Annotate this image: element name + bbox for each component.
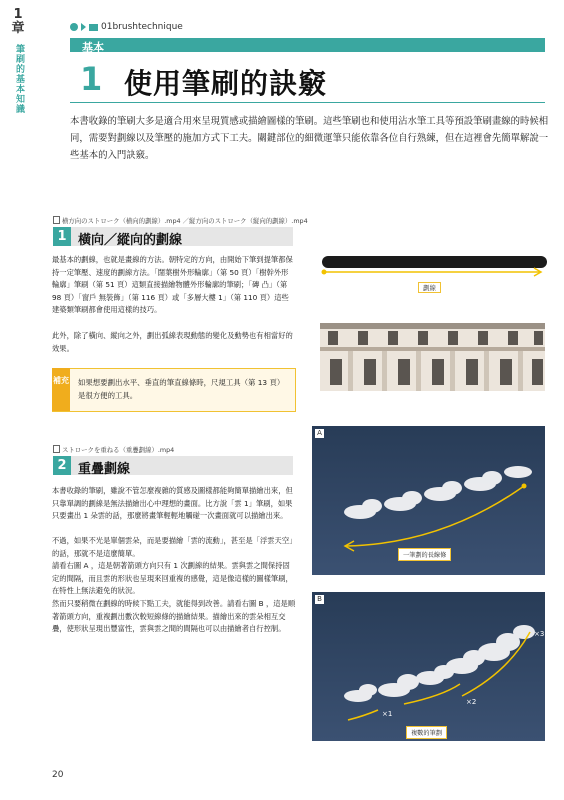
section-body-2c: 請看右圖 A ，這是朝著箭頭方向只有 1 次劃線的結果。雲與雲之間保持固定的間隔，而且雲的形狀也呈現來回重複的感覺，這是像這樣的圖樣筆刷，在特性上無法避免的狀況。 [52, 561, 293, 596]
title-number: 1 [80, 60, 103, 98]
page-title: 使用筆刷的訣竅 [124, 67, 328, 100]
stroke-count-mark-1: ×1 [382, 710, 393, 718]
arrow-right-icon [81, 23, 86, 31]
stroke-label: 劃線 [418, 282, 441, 293]
figure-b-caption: 複數的筆劃 [406, 726, 447, 739]
intro-paragraph: 本書收錄的筆刷大多是適合用來呈現質感或描繪圖樣的筆刷。這些筆刷也和使用沾水筆工具等預設筆刷畫線的時候相同，需要對劃線以及筆壓的施加方式下工夫。關鍵部位的細微運筆只能依靠各位自行熟練，但在這裡會先簡單解說一些基本的入門訣竅。 [70, 116, 549, 161]
video-file-name-1: 横方向のストローク（横向的劃線）.mp4 ／縦方向のストローク（縦向的劃線）.mp4 [62, 217, 308, 225]
figure-a-caption: 一筆劃的長線條 [398, 548, 451, 561]
stroke-count-mark-3: ×3 [534, 630, 545, 638]
breadcrumb [70, 22, 183, 32]
section-number-1: 1 [53, 227, 71, 246]
section-body-2: 本書收錄的筆刷，雖說不管怎麼複雜的質感及圖樣都能夠簡單描繪出來，但只靠單調的劃線是無法描繪出心中理想的畫面。比方說「雲 1」筆刷，如果只要畫出 1 朵雲的話，那麼將畫筆輕輕地觸碰一次畫面就可以描繪出來。 [52, 486, 293, 521]
stroke-arrow [318, 266, 550, 280]
figure-b-svg [312, 592, 545, 741]
chapter-number-digit: 1 [13, 7, 23, 22]
section-title-1: 橫向／縱向的劃線 [78, 233, 183, 248]
chapter-vertical-title: 筆刷的基本知識 [14, 44, 24, 114]
tip-text: 如果想要劃出水平、垂直的筆直線條時，尺規工具（第 13 頁）是很方便的工具。 [78, 378, 285, 400]
file-icon [53, 445, 60, 453]
chapter-unit: 章 [11, 21, 25, 36]
section-title-2: 重疊劃線 [78, 462, 131, 477]
video-file-line-1 [53, 216, 323, 225]
figure-b-tag: B [315, 595, 324, 604]
stroke-count-mark-2: ×2 [466, 698, 477, 706]
folder-icon [89, 24, 98, 31]
section-body-1b: 此外，除了橫向、縱向之外，劃出弧線表現動態的變化及動勢也有相當好的效果。 [52, 331, 293, 353]
file-icon [53, 216, 60, 224]
figure-a-single-stroke [312, 426, 545, 575]
section-body-2b: 不過，如果不光是單個雲朵，而是要描繪「雲的流動」，甚至是「浮雲天空」的話，那就不是這麼簡單。 [52, 536, 293, 558]
tip-tag: 補充 [52, 368, 70, 411]
figure-a-tag: A [315, 429, 324, 438]
section-number-2: 2 [53, 456, 71, 475]
video-file-name-2: ストロークを重ねる（重疊劃線）.mp4 [62, 446, 175, 454]
page-number: 20 [52, 770, 64, 780]
category-label: 基本 [82, 41, 104, 54]
figure-b-multiple-strokes [312, 592, 545, 741]
building-illustration [320, 323, 545, 391]
circle-icon [70, 23, 78, 31]
video-file-line-2 [53, 445, 303, 454]
section-body-2d: 然而只要稍微在劃線的時候下點工夫，就能得到改善。請看右圖 B ，這是順著箭頭方向，重複劃出數次較短線條的描繪結果。描繪出來的雲朵相互交疊，使形狀呈現出豐富性，雲與雲之間的間隔也可以由描繪者自行控制。 [52, 599, 296, 634]
title-divider [70, 102, 545, 103]
breadcrumb-label: 01brushtechnique [101, 22, 183, 32]
building-facade-svg [320, 323, 545, 391]
category-bar [70, 38, 545, 52]
section-body-1: 最基本的劃線，也就是畫線的方法。朝特定的方向，由開始下筆到提筆都保持一定筆壓、速度的劃線方法。「闊葉樹外形輪廓」（第 50 頁）「樹幹外形輪廓」筆刷（第 51 頁）這類直接描繪物體外形輪廓的筆刷；「磚 凸」（第 98 頁）「窗戶 無裝飾」（第 116 頁）或「多層大樓 1」（第 110 頁）這些建築類筆刷都會使用這樣的技巧。 [52, 255, 293, 315]
chapter-number [5, 8, 31, 36]
